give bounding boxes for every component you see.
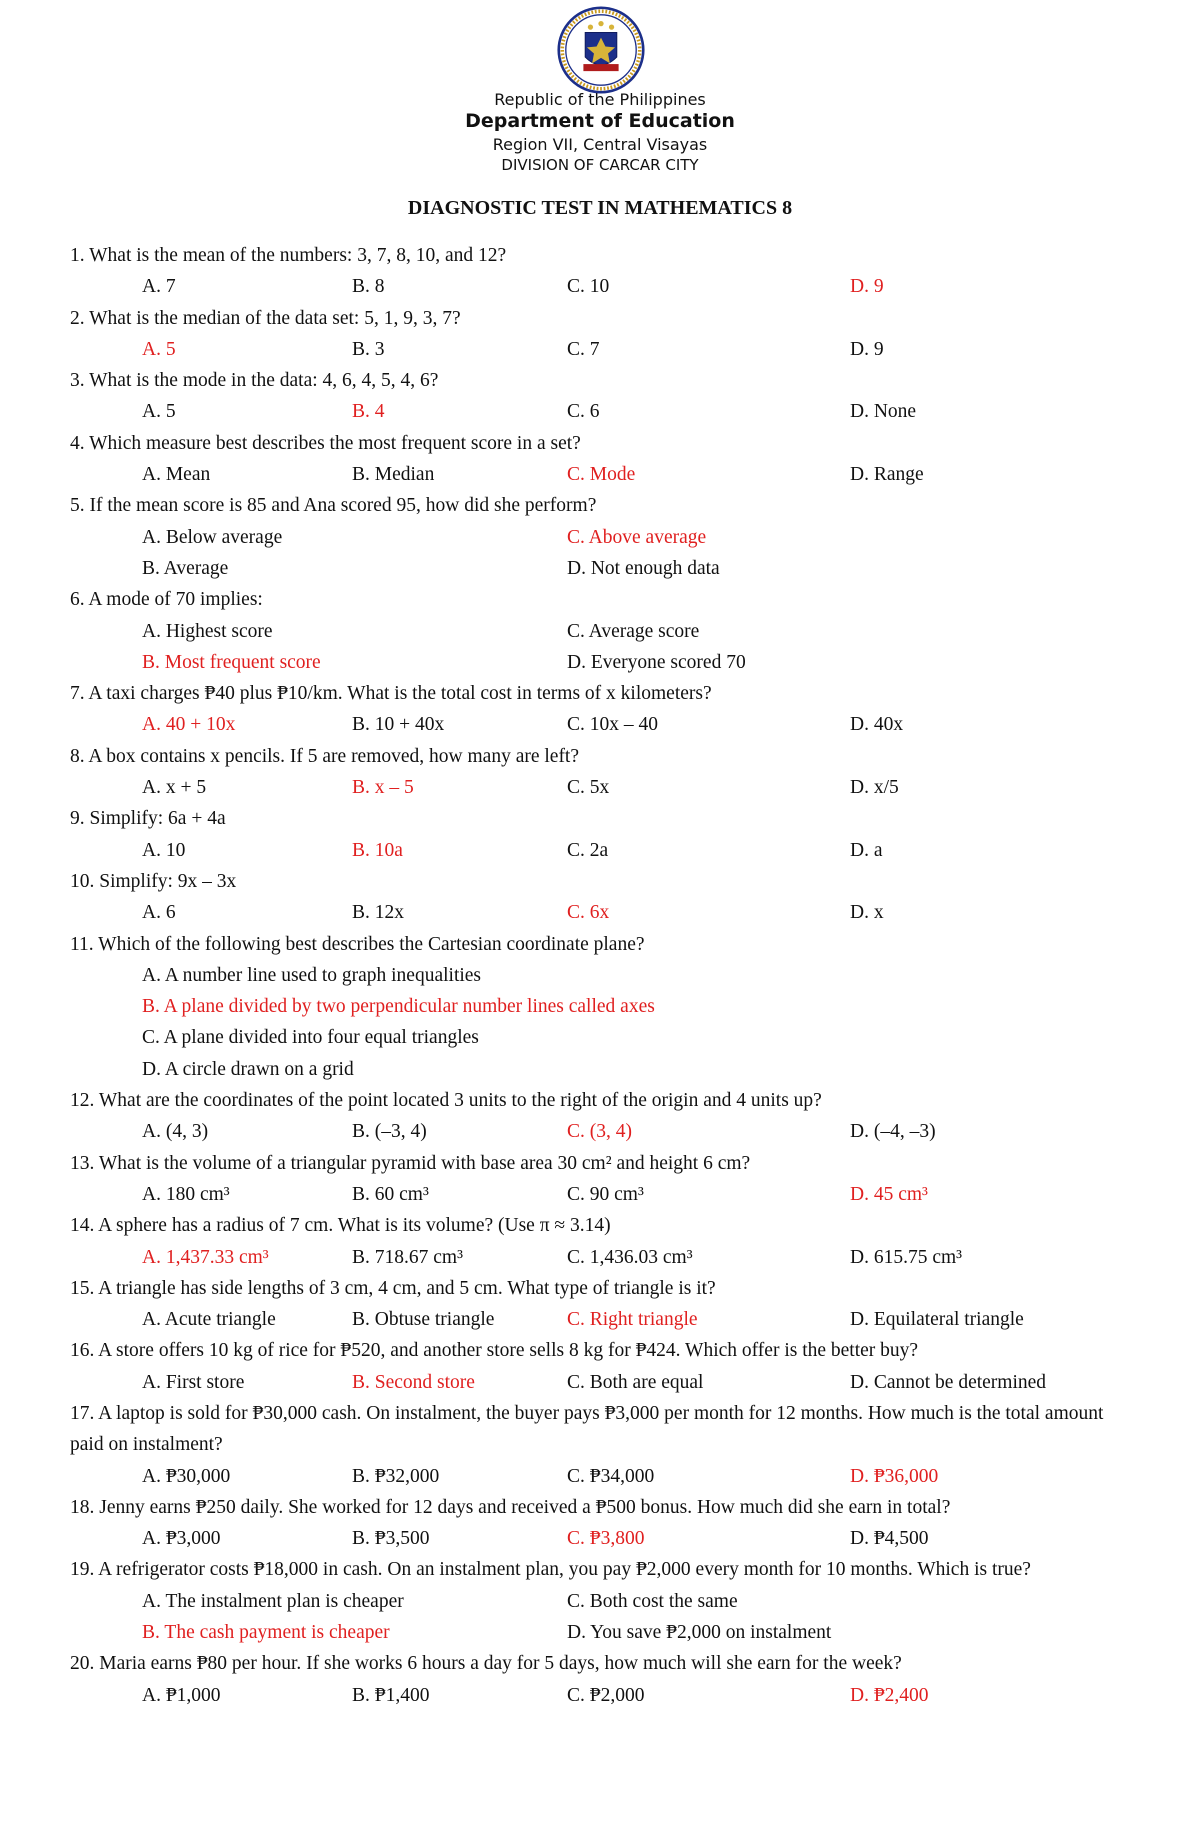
answer-choice: C. 5x — [567, 777, 610, 799]
header-department: Department of Education — [465, 110, 735, 132]
answer-choice: B. Average — [142, 557, 229, 579]
answer-choice: D. x/5 — [850, 777, 899, 799]
question-text: 13. What is the volume of a triangular pyramid with base area 30 cm² and height 6 cm? — [70, 1152, 751, 1174]
question-text: 17. A laptop is sold for ₱30,000 cash. On instalment, the buyer pays ₱3,000 per month for 12 months. How much is the total amount paid on instalment? — [70, 1402, 1104, 1456]
choice-row — [70, 1461, 1140, 1492]
answer-choice: A. ₱30,000 — [142, 1465, 231, 1487]
question-text: 5. If the mean score is 85 and Ana scored 95, how did she perform? — [70, 495, 597, 517]
answer-choice-correct: C. ₱3,800 — [567, 1528, 645, 1550]
answer-choice: A. Mean — [142, 464, 211, 486]
choice-row — [70, 334, 1140, 365]
answer-choice: D. Range — [850, 464, 924, 486]
choice-row — [70, 522, 1140, 553]
answer-choice: C. 6 — [567, 401, 600, 423]
question-text: 14. A sphere has a radius of 7 cm. What is its volume? (Use π ≈ 3.14) — [70, 1215, 611, 1237]
answer-choice: C. 90 cm³ — [567, 1183, 644, 1205]
answer-choice: D. x — [850, 902, 884, 924]
answer-choice: D. Everyone scored 70 — [567, 651, 746, 673]
question-text: 18. Jenny earns ₱250 daily. She worked for 12 days and received a ₱500 bonus. How much did she earn in total? — [70, 1496, 951, 1518]
question-text: 11. Which of the following best describes the Cartesian coordinate plane? — [70, 933, 645, 955]
answer-choice: B. ₱1,400 — [352, 1684, 430, 1706]
answer-choice: B. Median — [352, 464, 435, 486]
answer-choice: B. 718.67 cm³ — [352, 1246, 463, 1268]
answer-choice: C. Average score — [567, 620, 700, 642]
choice-row — [70, 1054, 1140, 1085]
answer-choice-correct: C. (3, 4) — [567, 1121, 632, 1143]
answer-choice-correct: D. 45 cm³ — [850, 1183, 928, 1205]
header-republic: Republic of the Philippines — [494, 90, 706, 109]
answer-choice: C. 10 — [567, 276, 610, 298]
answer-choice: C. 2a — [567, 839, 609, 861]
question-text: 4. Which measure best describes the most frequent score in a set? — [70, 432, 581, 454]
answer-choice-correct: B. x – 5 — [352, 777, 414, 799]
choice-row — [70, 1523, 1140, 1554]
choice-row — [70, 835, 1140, 866]
answer-choice-correct: B. The cash payment is cheaper — [142, 1622, 390, 1644]
answer-choice-correct: D. ₱36,000 — [850, 1465, 939, 1487]
choice-row — [70, 1680, 1140, 1711]
answer-choice: A. 180 cm³ — [142, 1183, 230, 1205]
answer-choice-correct: C. Above average — [567, 526, 707, 548]
choice-row — [70, 772, 1140, 803]
answer-choice: C. ₱2,000 — [567, 1684, 645, 1706]
answer-choice: D. None — [850, 401, 917, 423]
answer-choice: D. ₱4,500 — [850, 1528, 929, 1550]
answer-choice: D. 9 — [850, 338, 884, 360]
answer-choice: C. 10x – 40 — [567, 714, 659, 736]
question-text: 12. What are the coordinates of the point located 3 units to the right of the origin and 4 units up? — [70, 1090, 822, 1112]
answer-choice: A. (4, 3) — [142, 1121, 209, 1143]
choice-row — [70, 1586, 1140, 1617]
answer-choice-correct: B. 10a — [352, 839, 403, 861]
choice-row — [70, 553, 1140, 584]
question-text: 8. A box contains x pencils. If 5 are removed, how many are left? — [70, 745, 580, 767]
choice-row — [70, 647, 1140, 678]
question-text: 6. A mode of 70 implies: — [70, 589, 263, 611]
answer-choice: A. First store — [142, 1371, 245, 1393]
answer-choice: A. 7 — [142, 276, 176, 298]
answer-choice: A. x + 5 — [142, 777, 207, 799]
answer-choice: C. 7 — [567, 338, 600, 360]
choice-row — [70, 1304, 1140, 1335]
answer-choice-correct: B. 4 — [352, 401, 385, 423]
answer-choice: D. 40x — [850, 714, 904, 736]
answer-choice: D. You save ₱2,000 on instalment — [567, 1622, 832, 1644]
choice-row — [70, 616, 1140, 647]
answer-choice-correct: C. Mode — [567, 464, 636, 486]
answer-choice: D. 615.75 cm³ — [850, 1246, 963, 1268]
choice-row — [70, 1242, 1140, 1273]
choice-row — [70, 709, 1140, 740]
choice-row — [70, 1179, 1140, 1210]
answer-choice-correct: C. 6x — [567, 902, 610, 924]
answer-choice: A. ₱3,000 — [142, 1528, 221, 1550]
answer-choice-correct: A. 5 — [142, 338, 176, 360]
answer-choice-correct: A. 1,437.33 cm³ — [142, 1246, 269, 1268]
answer-choice: C. A plane divided into four equal triangles — [142, 1027, 479, 1049]
choice-row — [70, 1116, 1140, 1147]
question-text: 3. What is the mode in the data: 4, 6, 4, 5, 4, 6? — [70, 370, 439, 392]
choice-row — [70, 1617, 1140, 1648]
choice-row — [70, 960, 1140, 991]
choice-row — [70, 991, 1140, 1022]
answer-choice: B. Obtuse triangle — [352, 1309, 495, 1331]
answer-choice: A. Highest score — [142, 620, 273, 642]
question-text: 19. A refrigerator costs ₱18,000 in cash. On an instalment plan, you pay ₱2,000 every month for 10 months. Which is true? — [70, 1559, 1031, 1581]
question-text: 15. A triangle has side lengths of 3 cm, 4 cm, and 5 cm. What type of triangle is it? — [70, 1277, 716, 1299]
answer-choice: D. (–4, –3) — [850, 1121, 936, 1143]
answer-choice: B. 8 — [352, 276, 385, 298]
answer-choice: B. ₱3,500 — [352, 1528, 430, 1550]
answer-choice: A. 5 — [142, 401, 176, 423]
answer-choice: D. a — [850, 839, 883, 861]
question-text: 10. Simplify: 9x – 3x — [70, 870, 237, 892]
answer-choice: B. 3 — [352, 338, 385, 360]
answer-choice-correct: C. Right triangle — [567, 1309, 698, 1331]
answer-choice: D. Cannot be determined — [850, 1371, 1047, 1393]
answer-choice: A. 10 — [142, 839, 186, 861]
answer-choice: A. Acute triangle — [142, 1309, 276, 1331]
question-text: 16. A store offers 10 kg of rice for ₱520, and another store sells 8 kg for ₱424. Which offer is the better buy? — [70, 1340, 919, 1362]
answer-choice: C. 1,436.03 cm³ — [567, 1246, 693, 1268]
answer-choice: C. Both cost the same — [567, 1590, 738, 1612]
deped-seal-icon — [557, 6, 645, 94]
answer-choice: A. 6 — [142, 902, 176, 924]
answer-choice-correct: D. 9 — [850, 276, 884, 298]
question-list — [70, 240, 1140, 1711]
choice-row — [70, 897, 1140, 928]
answer-choice: D. A circle drawn on a grid — [142, 1058, 354, 1080]
answer-choice: A. Below average — [142, 526, 283, 548]
answer-choice-correct: B. A plane divided by two perpendicular number lines called axes — [142, 996, 655, 1018]
choice-row — [70, 1022, 1140, 1053]
answer-choice: B. 12x — [352, 902, 405, 924]
choice-row — [70, 396, 1140, 427]
header-division: DIVISION OF CARCAR CITY — [501, 156, 699, 174]
test-title: DIAGNOSTIC TEST IN MATHEMATICS 8 — [407, 197, 793, 219]
answer-choice: A. The instalment plan is cheaper — [142, 1590, 404, 1612]
choice-row — [70, 459, 1140, 490]
answer-choice: B. ₱32,000 — [352, 1465, 440, 1487]
question-text: 7. A taxi charges ₱40 plus ₱10/km. What is the total cost in terms of x kilometers? — [70, 683, 712, 705]
answer-choice: A. ₱1,000 — [142, 1684, 221, 1706]
question-text: 2. What is the median of the data set: 5, 1, 9, 3, 7? — [70, 307, 461, 329]
answer-choice: B. 60 cm³ — [352, 1183, 429, 1205]
answer-choice: C. ₱34,000 — [567, 1465, 655, 1487]
header-region: Region VII, Central Visayas — [492, 135, 708, 154]
answer-choice: B. (–3, 4) — [352, 1121, 427, 1143]
question-text: 20. Maria earns ₱80 per hour. If she works 6 hours a day for 5 days, how much will she earn for the week? — [70, 1653, 902, 1675]
answer-choice: A. A number line used to graph inequalities — [142, 964, 482, 986]
answer-choice-correct: D. ₱2,400 — [850, 1684, 929, 1706]
choice-row — [70, 271, 1140, 302]
answer-choice-correct: B. Second store — [352, 1371, 475, 1393]
choice-row — [70, 1367, 1140, 1398]
answer-choice: C. Both are equal — [567, 1371, 704, 1393]
answer-choice-correct: B. Most frequent score — [142, 651, 321, 673]
question-text: 1. What is the mean of the numbers: 3, 7, 8, 10, and 12? — [70, 245, 507, 266]
question-text: 9. Simplify: 6a + 4a — [70, 808, 226, 830]
answer-choice-correct: A. 40 + 10x — [142, 714, 236, 736]
answer-choice: D. Not enough data — [567, 557, 720, 579]
answer-choice: D. Equilateral triangle — [850, 1309, 1024, 1331]
answer-choice: B. 10 + 40x — [352, 714, 445, 736]
